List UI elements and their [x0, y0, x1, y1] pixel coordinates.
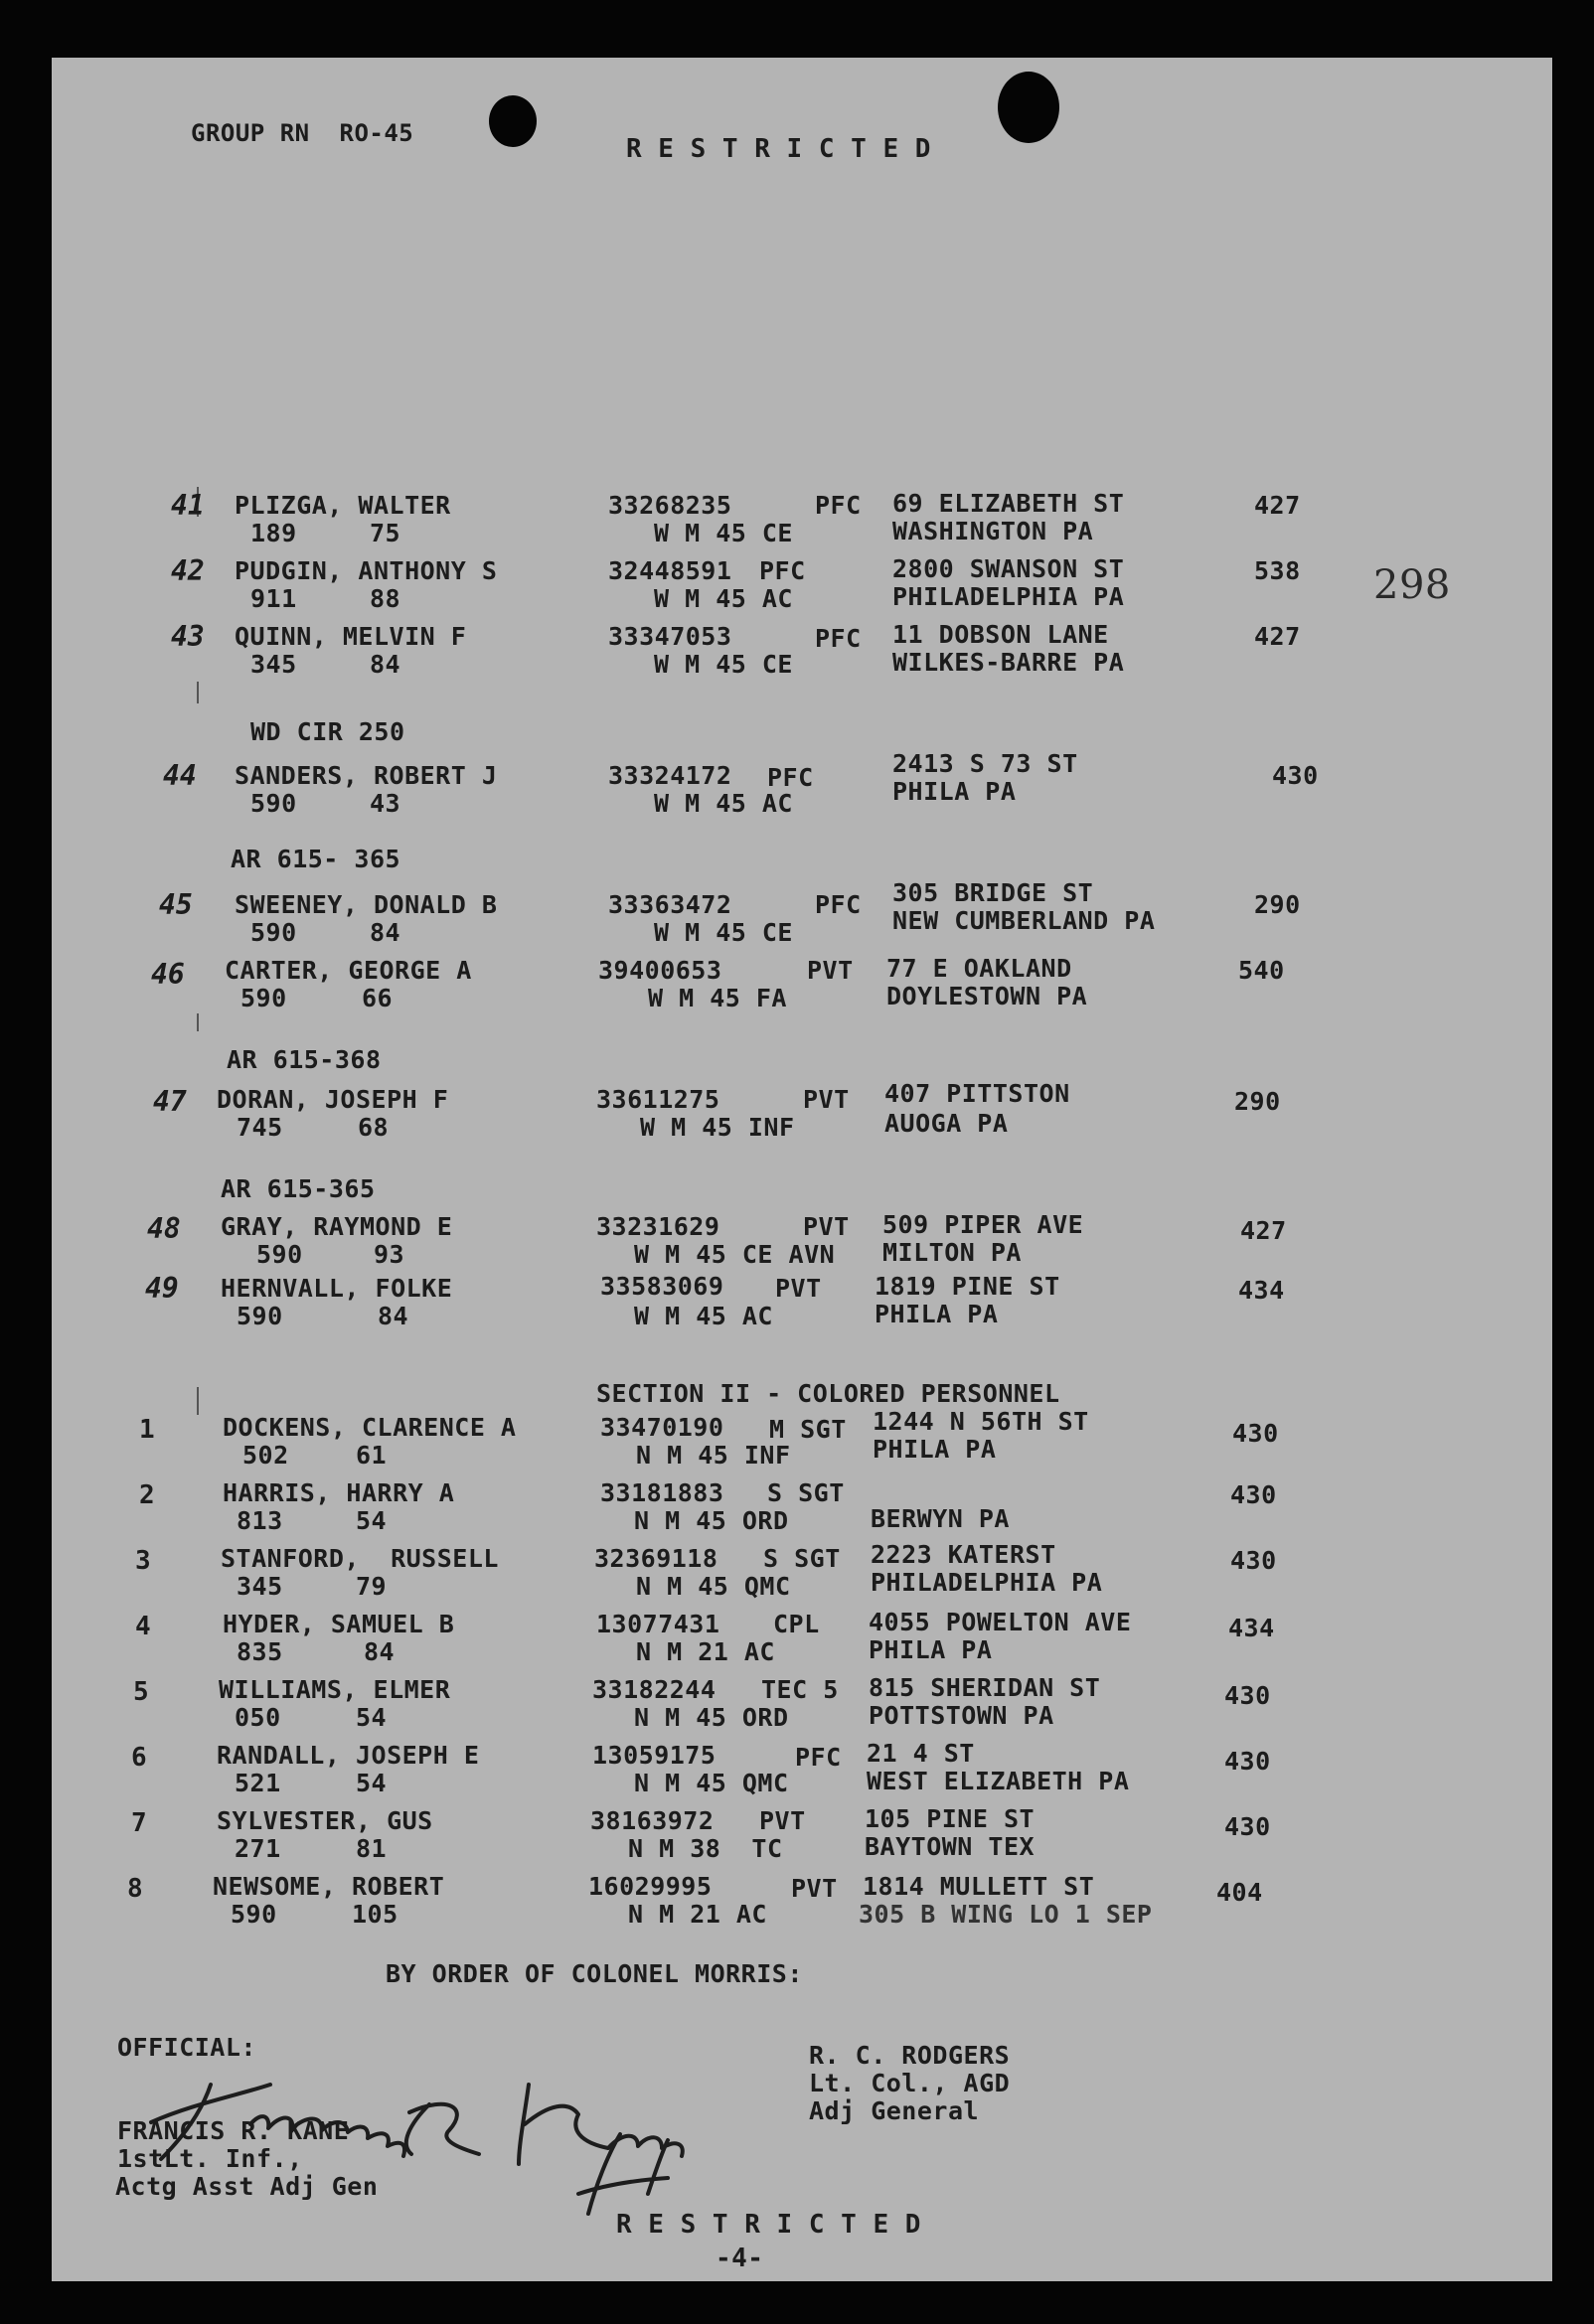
entry-address-line1: 1819 PINE ST — [875, 1272, 1060, 1301]
entry-code-b: 54 — [356, 1769, 388, 1797]
entry-code-a: 590 — [237, 1302, 283, 1330]
entry-serial: 16029995 — [588, 1872, 713, 1901]
entry-serial: 33611275 — [596, 1085, 720, 1114]
entry-code: 290 — [1234, 1087, 1281, 1116]
entry-code-b: 61 — [356, 1441, 388, 1470]
entry-name: DOCKENS, CLARENCE A — [223, 1413, 517, 1442]
entry-serial: 33182244 — [592, 1675, 717, 1704]
official-label: OFFICIAL: — [117, 2033, 256, 2062]
entry-code-b: 54 — [356, 1506, 388, 1535]
entry-address-line2: POTTSTOWN PA — [869, 1701, 1054, 1730]
entry-code-a: 813 — [237, 1506, 283, 1535]
entry-address-line1: 2413 S 73 ST — [892, 749, 1078, 778]
entry-serial: 33231629 — [596, 1212, 720, 1241]
entry-grade: S SGT — [763, 1544, 841, 1573]
entry-address-line2: WILKES-BARRE PA — [892, 648, 1125, 677]
entry-number: 42 — [171, 554, 205, 587]
entry-number: 46 — [151, 958, 185, 991]
entry-grade: M SGT — [769, 1415, 847, 1444]
entry-code-b: 105 — [352, 1900, 398, 1929]
entry-code: 430 — [1224, 1747, 1271, 1776]
entry-name: WILLIAMS, ELMER — [219, 1675, 451, 1704]
entry-serial: 33583069 — [600, 1272, 724, 1301]
entry-code-a: 835 — [237, 1637, 283, 1666]
entry-address-line1: 2800 SWANSON ST — [892, 554, 1125, 583]
entry-name: QUINN, MELVIN F — [235, 622, 467, 651]
entry-code-b: 84 — [378, 1302, 409, 1330]
entry-address-line2: PHILA PA — [869, 1635, 993, 1664]
entry-number: 1 — [139, 1415, 155, 1445]
entry-grade: PFC — [815, 624, 862, 653]
entry-grade: PVT — [759, 1806, 806, 1835]
entry-address-line2: MILTON PA — [882, 1238, 1022, 1267]
entry-race-info: N M 45 ORD — [634, 1506, 789, 1535]
signer-rank: Lt. Col., AGD — [809, 2069, 1011, 2097]
official-rank: 1stLt. Inf., — [117, 2144, 303, 2173]
entry-name: HARRIS, HARRY A — [223, 1478, 455, 1507]
entry-code: 430 — [1230, 1546, 1277, 1575]
entry-grade: S SGT — [767, 1478, 845, 1507]
entry-code-b: 93 — [374, 1240, 405, 1269]
entry-address-line1: 69 ELIZABETH ST — [892, 489, 1125, 518]
entry-name: RANDALL, JOSEPH E — [217, 1741, 480, 1770]
entry-race-info: W M 45 AC — [654, 789, 793, 818]
entry-serial: 33347053 — [608, 622, 732, 651]
entry-address-line1: 407 PITTSTON — [884, 1079, 1070, 1108]
entry-code: 434 — [1238, 1276, 1285, 1305]
entry-address-line2: DOYLESTOWN PA — [886, 982, 1088, 1010]
entry-serial: 32369118 — [594, 1544, 718, 1573]
entry-code-b: 81 — [356, 1834, 388, 1863]
entry-code-a: 590 — [250, 918, 297, 947]
official-name: FRANCIS R. KANE — [117, 2116, 350, 2145]
entry-name: PUDGIN, ANTHONY S — [235, 556, 498, 585]
entry-race-info: N M 45 INF — [636, 1441, 791, 1470]
entry-name: HYDER, SAMUEL B — [223, 1610, 455, 1638]
entry-grade: PFC — [759, 556, 806, 585]
entry-code-b: 84 — [370, 650, 401, 679]
footer-classification: R E S T R I C T E D — [616, 2210, 921, 2240]
entry-serial: 33268235 — [608, 491, 732, 520]
entry-code-a: 189 — [250, 519, 297, 547]
entry-code-a: 521 — [235, 1769, 281, 1797]
entry-code-a: 911 — [250, 584, 297, 613]
entry-code: 430 — [1272, 761, 1319, 790]
entry-code-a: 745 — [237, 1113, 283, 1142]
entry-number: 48 — [147, 1212, 181, 1245]
entry-code: 430 — [1224, 1681, 1271, 1710]
entry-address-line1: 4055 POWELTON AVE — [869, 1608, 1132, 1636]
entry-serial: 33363472 — [608, 890, 732, 919]
entry-code: 430 — [1232, 1419, 1279, 1448]
entry-number: 44 — [163, 759, 197, 792]
entry-serial: 32448591 — [608, 556, 732, 585]
entry-race-info: W M 45 FA — [648, 984, 787, 1012]
entry-code-a: 050 — [235, 1703, 281, 1732]
entry-race-info: W M 45 AC — [654, 584, 793, 613]
entry-serial: 38163972 — [590, 1806, 715, 1835]
entry-address-line1: 815 SHERIDAN ST — [869, 1673, 1101, 1702]
entry-grade: PFC — [795, 1743, 842, 1772]
entry-number: 6 — [131, 1743, 147, 1773]
entry-code-b: 43 — [370, 789, 401, 818]
entry-grade: PFC — [767, 763, 814, 792]
entry-code: 538 — [1254, 556, 1301, 585]
group-reference: GROUP RN RO-45 — [191, 119, 414, 147]
entry-grade: PFC — [815, 491, 862, 520]
entry-address-line1: 105 PINE ST — [865, 1804, 1036, 1833]
entry-code-a: 590 — [250, 789, 297, 818]
entry-race-info: W M 45 CE — [654, 650, 793, 679]
entry-authority: AR 615- 365 — [231, 845, 401, 873]
entry-address-line2: PHILADELPHIA PA — [892, 582, 1125, 611]
entry-authority: WD CIR 250 — [250, 717, 405, 746]
entry-code: 430 — [1230, 1480, 1277, 1509]
entry-code: 540 — [1238, 956, 1285, 985]
entry-race-info: N M 38 TC — [628, 1834, 783, 1863]
entry-grade: PVT — [803, 1212, 850, 1241]
entry-address-line1: 305 BRIDGE ST — [892, 878, 1094, 907]
order-line: BY ORDER OF COLONEL MORRIS: — [386, 1959, 803, 1988]
entry-race-info: W M 45 CE — [654, 519, 793, 547]
entry-address-line1: 2223 KATERST — [871, 1540, 1056, 1569]
entry-race-info: N M 45 QMC — [634, 1769, 789, 1797]
section-2-title: SECTION II - COLORED PERSONNEL — [596, 1379, 1060, 1408]
entry-address-line2: PHILA PA — [875, 1300, 999, 1328]
header-classification: R E S T R I C T E D — [626, 134, 931, 164]
entry-name: DORAN, JOSEPH F — [217, 1085, 449, 1114]
entry-code-a: 345 — [250, 650, 297, 679]
entry-name: SWEENEY, DONALD B — [235, 890, 498, 919]
entry-race-info: W M 45 CE AVN — [634, 1240, 836, 1269]
entry-address-line1: 11 DOBSON LANE — [892, 620, 1109, 649]
entry-code-a: 502 — [242, 1441, 289, 1470]
entry-number: 43 — [171, 620, 205, 653]
entry-name: PLIZGA, WALTER — [235, 491, 451, 520]
entry-name: CARTER, GEORGE A — [225, 956, 472, 985]
entry-address-line2: BERWYN PA — [871, 1504, 1010, 1533]
entry-address-line2: PHILADELPHIA PA — [871, 1568, 1103, 1597]
entry-number: 47 — [153, 1085, 187, 1118]
entry-code: 427 — [1240, 1216, 1287, 1245]
entry-name: NEWSOME, ROBERT — [213, 1872, 445, 1901]
entry-address-line2: PHILA PA — [873, 1435, 997, 1464]
entry-race-info: W M 45 AC — [634, 1302, 773, 1330]
entry-address-line2: AUOGA PA — [884, 1109, 1009, 1138]
page-number: -4- — [716, 2244, 764, 2273]
entry-code-b: 66 — [362, 984, 394, 1012]
entry-name: STANFORD, RUSSELL — [221, 1544, 499, 1573]
entry-number: 4 — [135, 1612, 151, 1641]
entry-grade: PVT — [791, 1874, 838, 1903]
official-title: Actg Asst Adj Gen — [115, 2172, 379, 2201]
entry-code: 404 — [1216, 1878, 1263, 1907]
entry-name: HERNVALL, FOLKE — [221, 1274, 453, 1303]
entry-code: 427 — [1254, 491, 1301, 520]
entry-code-b: 88 — [370, 584, 401, 613]
signature-image — [52, 58, 1552, 2281]
entry-number: 41 — [171, 489, 205, 522]
margin-page-number: 298 — [1373, 562, 1451, 608]
entry-address-line2: BAYTOWN TEX — [865, 1832, 1036, 1861]
entry-address-line2: 305 B WING LO 1 SEP — [859, 1900, 1153, 1929]
entry-address-line2: NEW CUMBERLAND PA — [892, 906, 1156, 935]
entry-authority: AR 615-368 — [227, 1045, 382, 1074]
entry-grade: PFC — [815, 890, 862, 919]
entry-serial: 13077431 — [596, 1610, 720, 1638]
entry-grade: PVT — [775, 1274, 822, 1303]
signer-title: Adj General — [809, 2096, 980, 2125]
entry-race-info: N M 21 AC — [628, 1900, 767, 1929]
entry-address-line2: WEST ELIZABETH PA — [867, 1767, 1130, 1795]
entry-race-info: N M 21 AC — [636, 1637, 775, 1666]
entry-address-line1: 77 E OAKLAND — [886, 954, 1072, 983]
entry-code-a: 590 — [256, 1240, 303, 1269]
entry-number: 3 — [135, 1546, 151, 1576]
entry-race-info: W M 45 CE — [654, 918, 793, 947]
entry-code-b: 79 — [356, 1572, 388, 1601]
entry-code-a: 590 — [240, 984, 287, 1012]
entry-code-a: 590 — [231, 1900, 277, 1929]
entry-race-info: N M 45 ORD — [634, 1703, 789, 1732]
entry-name: SYLVESTER, GUS — [217, 1806, 433, 1835]
entry-code: 290 — [1254, 890, 1301, 919]
entry-serial: 39400653 — [598, 956, 722, 985]
signer-name: R. C. RODGERS — [809, 2041, 1011, 2070]
entry-number: 2 — [139, 1480, 155, 1510]
entry-code-a: 345 — [237, 1572, 283, 1601]
entry-authority: AR 615-365 — [221, 1174, 376, 1203]
entry-address-line1: 1814 MULLETT ST — [863, 1872, 1095, 1901]
entry-name: SANDERS, ROBERT J — [235, 761, 498, 790]
document-page — [52, 58, 1552, 2281]
entry-grade: PVT — [803, 1085, 850, 1114]
entry-address-line2: WASHINGTON PA — [892, 517, 1094, 545]
entry-code-b: 54 — [356, 1703, 388, 1732]
entry-code: 427 — [1254, 622, 1301, 651]
entry-code: 434 — [1228, 1614, 1275, 1642]
entry-code-b: 84 — [364, 1637, 396, 1666]
entry-serial: 33181883 — [600, 1478, 724, 1507]
entry-grade: CPL — [773, 1610, 820, 1638]
entry-serial: 33324172 — [608, 761, 732, 790]
entry-code-b: 75 — [370, 519, 401, 547]
entry-race-info: N M 45 QMC — [636, 1572, 791, 1601]
entry-address-line2: PHILA PA — [892, 777, 1017, 806]
entry-serial: 13059175 — [592, 1741, 717, 1770]
entry-name: GRAY, RAYMOND E — [221, 1212, 453, 1241]
entry-number: 45 — [159, 888, 193, 921]
entry-number: 49 — [145, 1272, 179, 1305]
entry-serial: 33470190 — [600, 1413, 724, 1442]
entry-grade: PVT — [807, 956, 854, 985]
entry-code-a: 271 — [235, 1834, 281, 1863]
entry-address-line1: 509 PIPER AVE — [882, 1210, 1084, 1239]
entry-code: 430 — [1224, 1812, 1271, 1841]
entry-number: 5 — [133, 1677, 149, 1707]
entry-code-b: 68 — [358, 1113, 390, 1142]
entry-address-line1: 21 4 ST — [867, 1739, 975, 1768]
entry-number: 7 — [131, 1808, 147, 1838]
entry-number: 8 — [127, 1874, 143, 1904]
entry-code-b: 84 — [370, 918, 401, 947]
entry-grade: TEC 5 — [761, 1675, 839, 1704]
entry-address-line1: 1244 N 56TH ST — [873, 1407, 1089, 1436]
entry-race-info: W M 45 INF — [640, 1113, 795, 1142]
